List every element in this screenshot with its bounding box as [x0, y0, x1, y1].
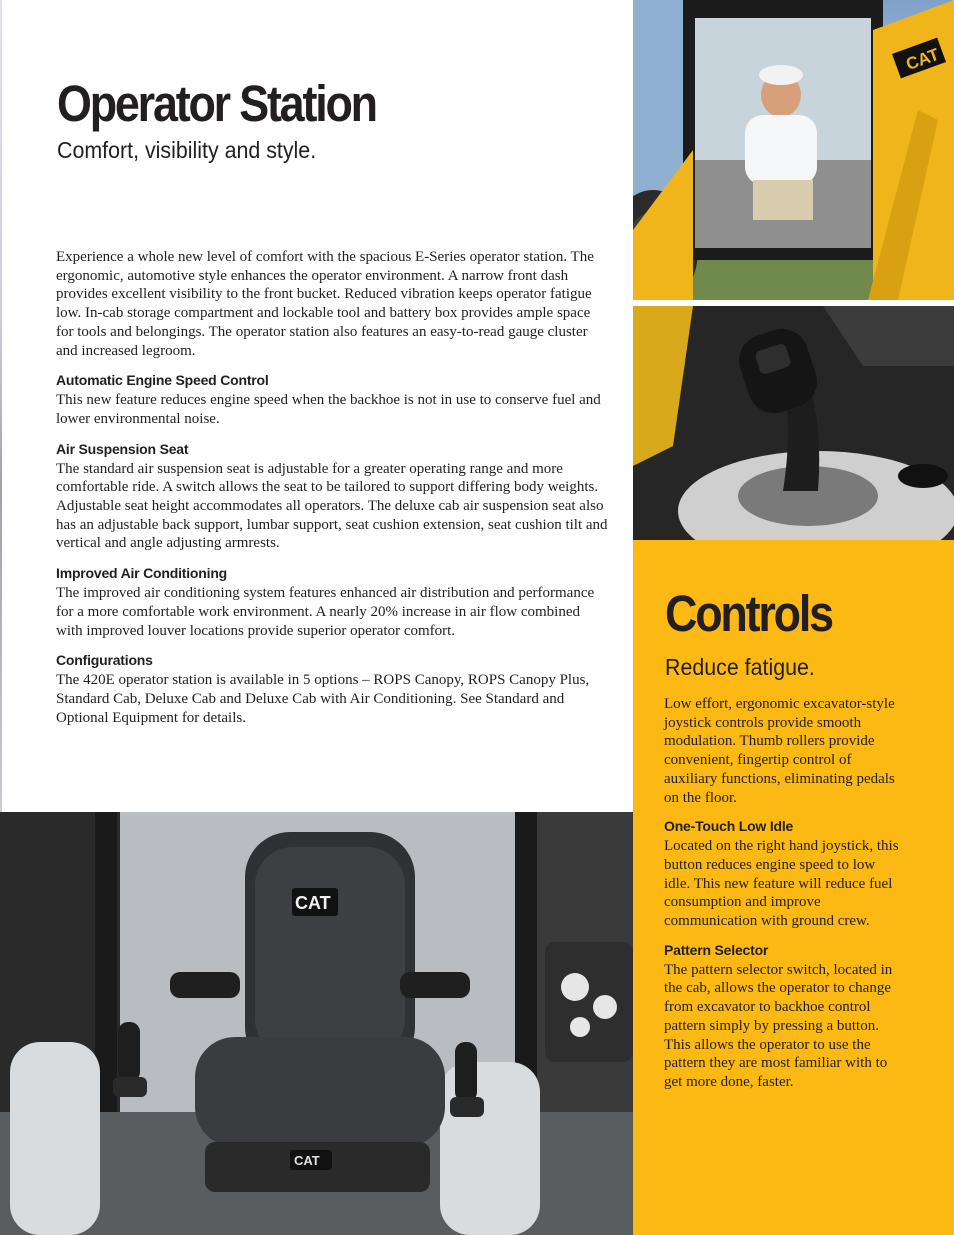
operator-station-section: [0, 0, 633, 812]
cat-logo-cab: CAT: [903, 44, 942, 75]
backhoe-cab-photo: [633, 0, 954, 300]
section-text-configurations: The 420E operator station is available in 5 options – ROPS Canopy, ROPS Canopy Plus, Standard Cab, Deluxe Cab and Deluxe Cab with Air Conditioning. See Standard and Optional Equipment for details.: [56, 672, 590, 726]
operator-station-title: Operator Station: [57, 75, 376, 132]
cat-logo-seat: CAT: [295, 893, 331, 913]
section-heading-low-idle: One-Touch Low Idle: [664, 818, 794, 835]
cab-interior-illustration: [0, 812, 633, 1235]
operator-station-body: [56, 248, 608, 736]
joystick-photo: [633, 306, 954, 540]
controls-section: [633, 540, 954, 1235]
section-text-pattern-selector: The pattern selector switch, located in the cab, allows the operator to change from excavator to backhoe control pattern simply by pressing a button. This allows the operator to use the pattern they are most familiar with to get more done, faster.: [664, 961, 893, 1090]
section-text-low-idle: Located on the right hand joystick, this button reduces engine speed to low idle. This new feature will reduce fuel consumption and improve communication with ground crew.: [664, 838, 899, 930]
section-heading-air-seat: Air Suspension Seat: [56, 440, 189, 457]
cab-interior-photo: [0, 812, 633, 1235]
controls-subtitle: Reduce fatigue.: [665, 654, 815, 680]
cat-logo-seat-base: CAT: [294, 1153, 320, 1168]
section-heading-configurations: Configurations: [56, 652, 153, 669]
operator-station-subtitle: Comfort, visibility and style.: [57, 137, 317, 163]
section-text-air-conditioning: The improved air conditioning system features enhanced air distribution and performance for a more comfortable work environment. A nearly 20% increase in air flow combined with improved louver locations provide superior operator comfort.: [56, 585, 595, 639]
controls-title: Controls: [665, 585, 832, 642]
section-text-air-seat: The standard air suspension seat is adjustable for a greater operating range and more comfortable ride. A switch allows the seat to be tailored to support differing body weights. Adjustable seat height accommodates all operators. The deluxe cab air suspension seat also has an adjustable back support, lumbar support, seat cushion extension, seat cushion tilt and vertical and angle adjusting armrests.: [56, 460, 608, 552]
section-heading-air-conditioning: Improved Air Conditioning: [56, 565, 228, 582]
operator-station-intro: Experience a whole new level of comfort with the spacious E-Series operator station. The ergonomic, automotive style enhances the operator environment. A narrow front dash provides excellent visibility to the front bucket. Reduced vibration keeps operator fatigue low. In-cab storage compartment and lockable tool and battery box provides ample space for tools and belongings. The operator station also features an easy-to-read gauge cluster and increased legroom.: [56, 249, 594, 359]
backhoe-cab-illustration: [633, 0, 954, 300]
section-text-engine-speed: This new feature reduces engine speed when the backhoe is not in use to conserve fuel and lower environmental noise.: [56, 392, 601, 427]
controls-body: [664, 695, 904, 1100]
section-heading-pattern-selector: Pattern Selector: [664, 941, 769, 958]
joystick-illustration: [633, 306, 954, 540]
controls-intro: Low effort, ergonomic excavator-style joystick controls provide smooth modulation. Thumb rollers provide convenient, fingertip control of auxiliary functions, eliminating pedals on the floor.: [664, 696, 895, 806]
section-heading-engine-speed: Automatic Engine Speed Control: [56, 372, 269, 389]
